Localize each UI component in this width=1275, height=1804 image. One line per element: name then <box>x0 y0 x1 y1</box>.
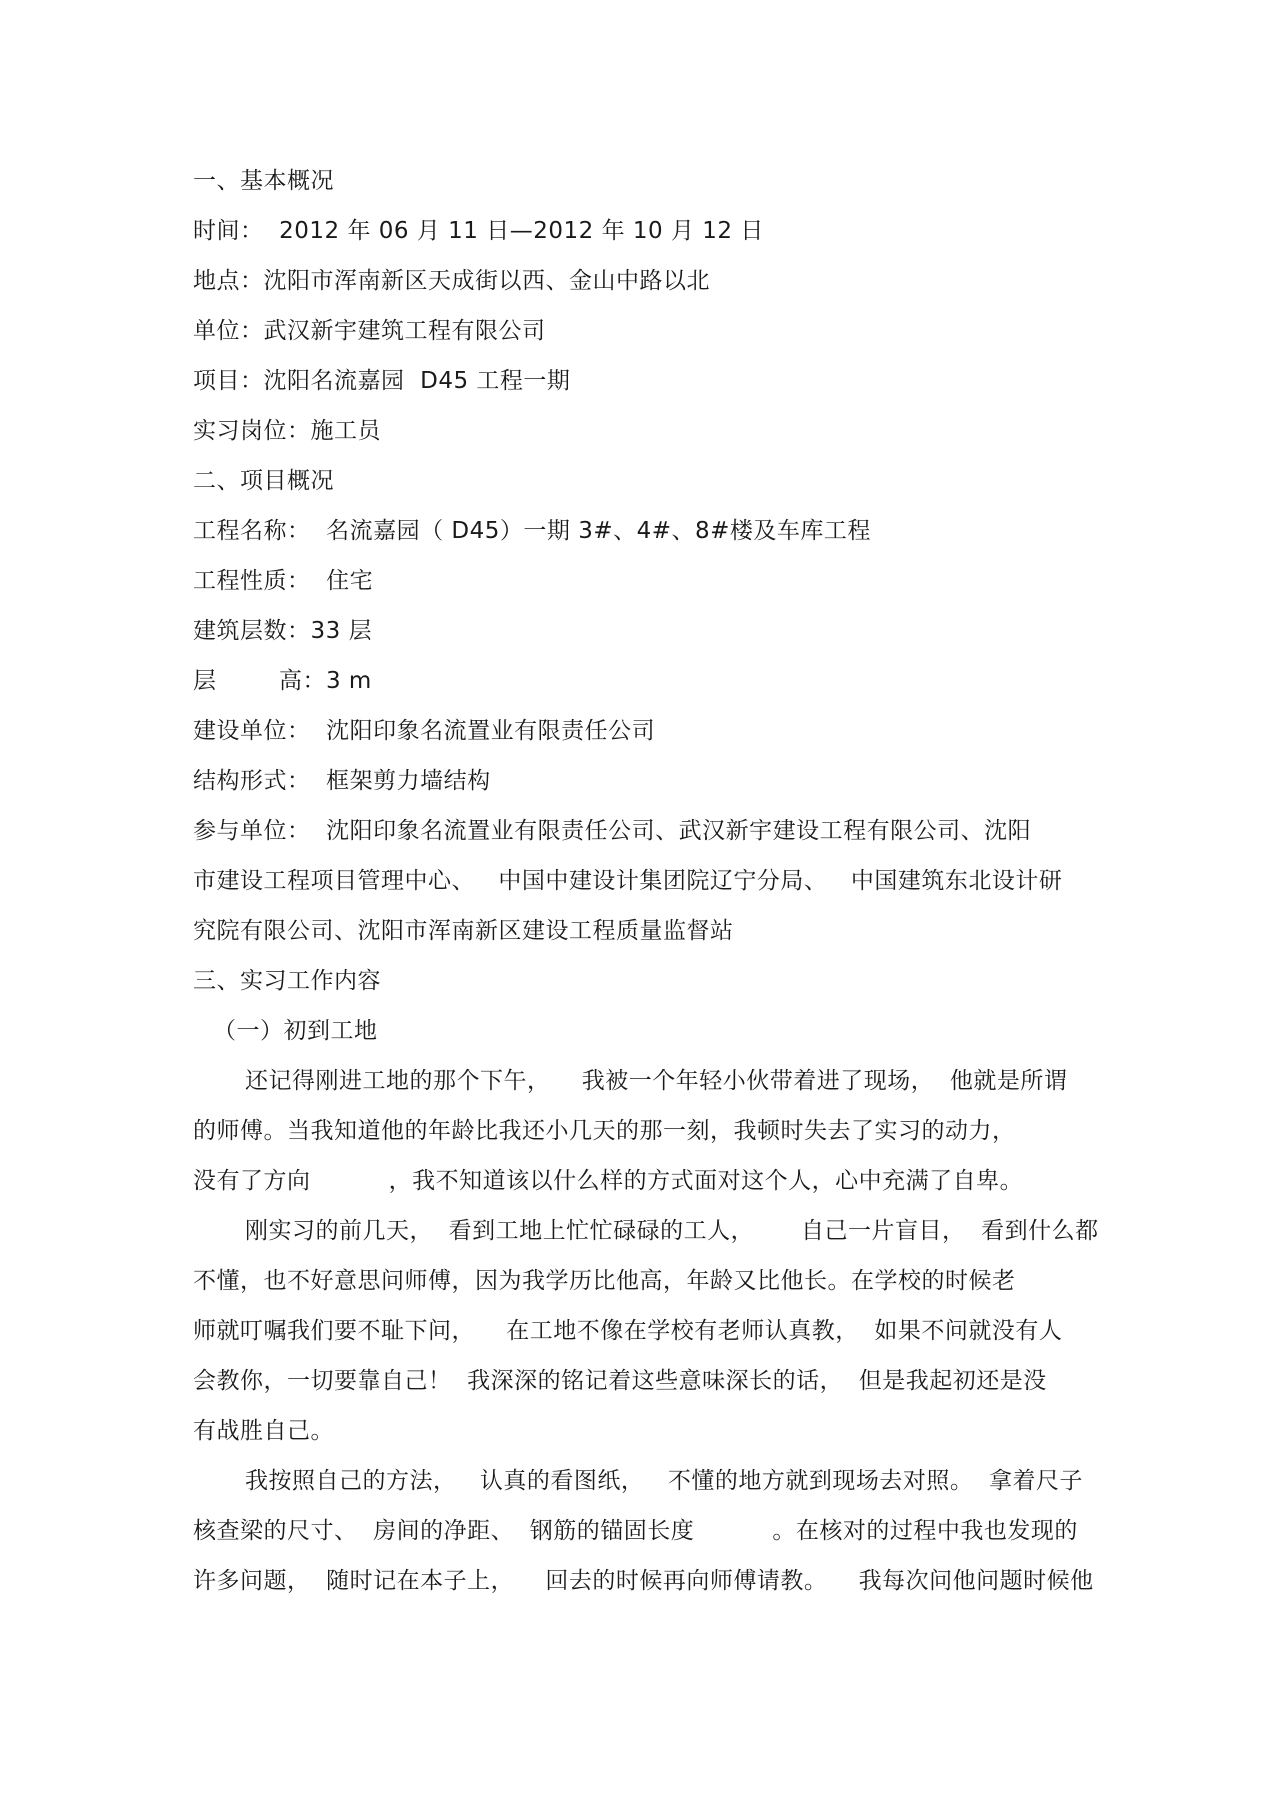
paragraph-line: 许多问题， 随时记在本子上， 回去的时候再向师傅请教。 我每次问他问题时候他 <box>193 1568 1094 1594</box>
paragraph-line: 我按照自己的方法， 认真的看图纸， 不懂的地方就到现场去对照。 拿着尺子 <box>245 1468 1083 1494</box>
paragraph-line: 有战胜自己。 <box>193 1418 334 1444</box>
paragraph-line: 师就叮嘱我们要不耻下问， 在工地不像在学校有老师认真教， 如果不问就没有人 <box>193 1318 1063 1344</box>
paragraph-line: 刚实习的前几天， 看到工地上忙忙碌碌的工人， 自己一片盲目， 看到什么都 <box>245 1218 1099 1244</box>
paragraph-line: 不懂，也不好意思问师傅，因为我学历比他高，年龄又比他长。在学校的时候老 <box>193 1268 1016 1294</box>
participants-line: 究院有限公司、沈阳市浑南新区建设工程质量监督站 <box>193 918 734 944</box>
project-owner: 建设单位： 沈阳印象名流置业有限责任公司 <box>193 718 656 744</box>
project-floor-height: 层 高：3 m <box>193 668 372 694</box>
subsection-heading: （一）初到工地 <box>213 1018 378 1044</box>
section-heading-basic: 一、基本概况 <box>193 168 334 194</box>
section-heading-project: 二、项目概况 <box>193 468 334 494</box>
info-time: 时间： 2012 年 06 月 11 日—2012 年 10 月 12 日 <box>193 218 764 244</box>
project-nature: 工程性质： 住宅 <box>193 568 374 594</box>
project-floors: 建筑层数：33 层 <box>193 618 373 644</box>
info-position: 实习岗位：施工员 <box>193 418 381 444</box>
project-name: 工程名称： 名流嘉园（ D45）一期 3#、4#、8#楼及车库工程 <box>193 518 871 544</box>
participants-line: 参与单位： 沈阳印象名流置业有限责任公司、武汉新宇建设工程有限公司、沈阳 <box>193 818 1032 844</box>
participants-line: 市建设工程项目管理中心、 中国中建设计集团院辽宁分局、 中国建筑东北设计研 <box>193 868 1063 894</box>
info-location: 地点：沈阳市浑南新区天成街以西、金山中路以北 <box>193 268 710 294</box>
info-project: 项目：沈阳名流嘉园 D45 工程一期 <box>193 368 571 394</box>
section-heading-work: 三、实习工作内容 <box>193 968 381 994</box>
info-company: 单位：武汉新宇建筑工程有限公司 <box>193 318 546 344</box>
paragraph-line: 会教你，一切要靠自己！ 我深深的铭记着这些意味深长的话， 但是我起初还是没 <box>193 1368 1047 1394</box>
paragraph-line: 的师傅。当我知道他的年龄比我还小几天的那一刻，我顿时失去了实习的动力， <box>193 1118 1016 1144</box>
paragraph-line: 核查梁的尺寸、 房间的净距、 钢筋的锚固长度 。在核对的过程中我也发现的 <box>193 1518 1078 1544</box>
paragraph-line: 没有了方向 ，我不知道该以什么样的方式面对这个人，心中充满了自卑。 <box>193 1168 1024 1194</box>
project-structure: 结构形式： 框架剪力墙结构 <box>193 768 491 794</box>
paragraph-line: 还记得刚进工地的那个下午， 我被一个年轻小伙带着进了现场， 他就是所谓 <box>245 1068 1068 1094</box>
